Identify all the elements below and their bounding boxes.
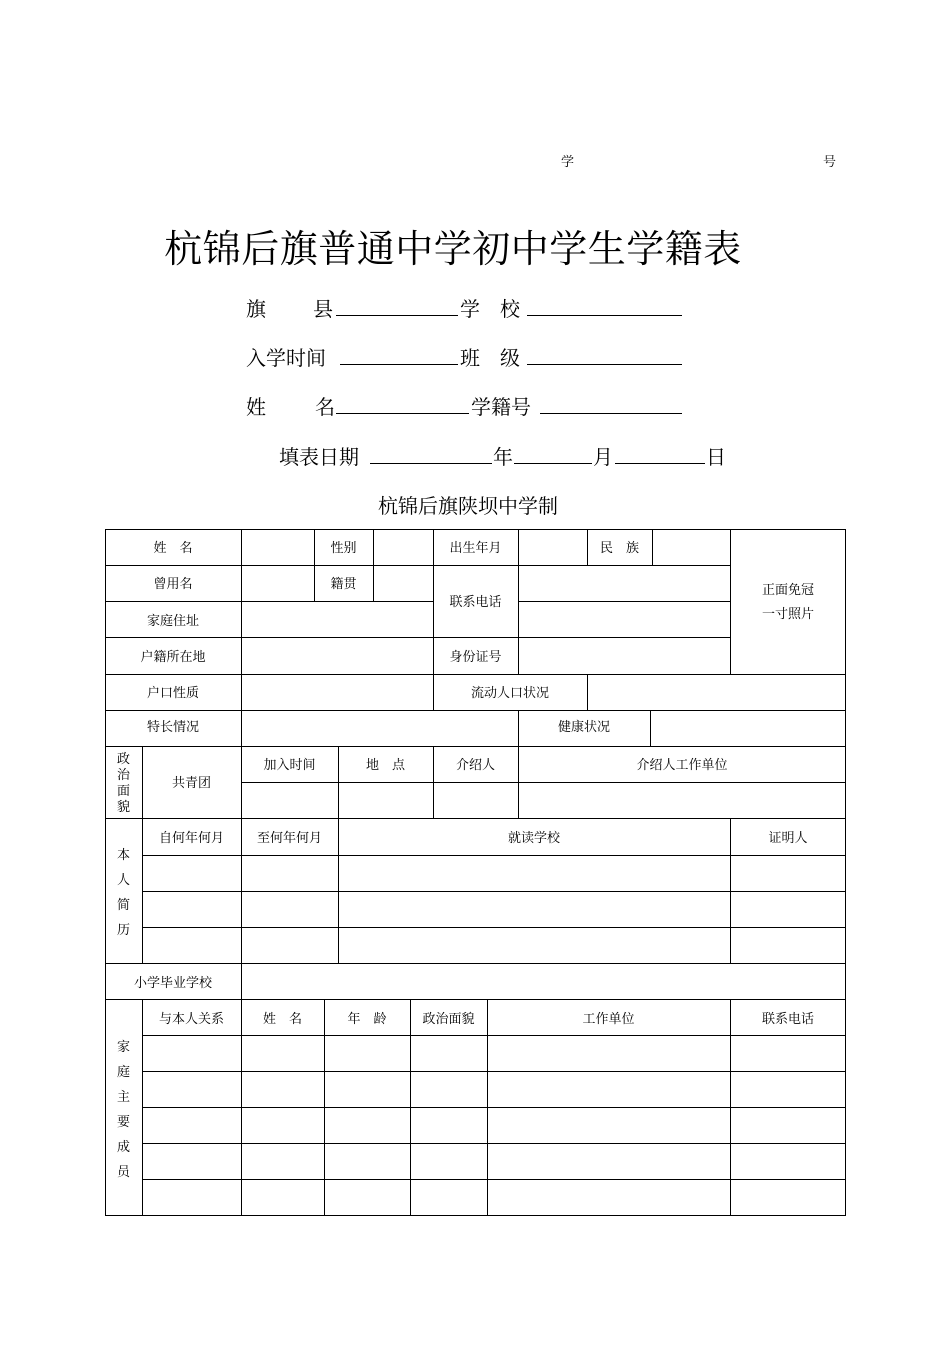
banner-label: 旗	[246, 297, 266, 321]
county-label: 县	[313, 297, 333, 321]
family-political-cell-label: 政治面貌	[422, 1012, 475, 1027]
witness-cell-label: 证明人	[768, 831, 808, 846]
page-title: 杭锦后旗普通中学初中学生学籍表	[164, 227, 742, 271]
name-label-b: 名	[315, 395, 335, 419]
address-cell-label: 家庭住址	[146, 614, 199, 629]
hukou-type-cell-label: 户口性质	[146, 686, 199, 701]
enroll-time-label: 入学时间	[246, 346, 326, 370]
resume-char-1: 本	[116, 848, 130, 863]
native-place-cell-label: 籍贯	[330, 577, 357, 592]
family-char-2: 庭	[116, 1065, 130, 1080]
fill-year-input[interactable]	[370, 463, 492, 464]
county-input[interactable]	[336, 315, 458, 316]
introducer-cell-label: 介绍人	[455, 758, 495, 773]
fill-date-label: 填表日期	[279, 445, 359, 469]
family-char-6: 员	[116, 1165, 130, 1180]
name-input[interactable]	[336, 413, 469, 414]
student-no-label-right: 号	[823, 155, 837, 170]
league-cell-label: 共青团	[171, 776, 211, 791]
student-no-label-left: 学	[561, 155, 575, 170]
table-grid	[105, 529, 847, 1217]
political-char-1: 政	[116, 752, 130, 767]
year-label: 年	[493, 445, 513, 469]
record-no-label: 学籍号	[471, 395, 531, 419]
family-char-4: 要	[116, 1115, 130, 1130]
political-char-4: 貌	[116, 800, 130, 815]
photo-placeholder-line1: 正面免冠	[761, 583, 814, 598]
political-char-2: 治	[116, 768, 130, 783]
school-attended-cell-label: 就读学校	[507, 831, 560, 846]
enroll-time-input[interactable]	[340, 364, 458, 365]
join-time-cell-label: 加入时间	[263, 758, 316, 773]
record-no-input[interactable]	[540, 413, 682, 414]
birth-cell-label: 出生年月	[449, 541, 502, 556]
fill-month-input[interactable]	[514, 463, 592, 464]
from-cell-label: 自何年何月	[158, 831, 224, 846]
gender-cell-label: 性别	[330, 541, 357, 556]
name-cell-label: 姓 名	[153, 541, 193, 556]
phone-cell-label: 联系电话	[449, 595, 502, 610]
talents-cell-label: 特长情况	[146, 720, 199, 735]
school-input[interactable]	[527, 315, 682, 316]
fill-day-input[interactable]	[615, 463, 705, 464]
political-char-3: 面	[116, 784, 130, 799]
family-char-3: 主	[116, 1090, 130, 1105]
name-label-a: 姓	[246, 395, 266, 419]
ethnicity-cell-label: 民 族	[599, 541, 639, 556]
former-name-cell-label: 曾用名	[153, 577, 193, 592]
floating-cell-label: 流动人口状况	[470, 686, 549, 701]
registration-table	[105, 529, 846, 1216]
resume-char-2: 人	[116, 873, 130, 888]
age-cell-label: 年 龄	[347, 1012, 387, 1027]
day-label: 日	[706, 445, 726, 469]
hukou-location-cell-label: 户籍所在地	[140, 650, 206, 665]
resume-char-4: 历	[116, 923, 130, 938]
photo-placeholder-line2: 一寸照片	[761, 607, 814, 622]
health-cell-label: 健康状况	[557, 720, 610, 735]
school-label: 学 校	[460, 297, 520, 321]
place-cell-label: 地 点	[365, 758, 405, 773]
resume-char-3: 简	[116, 898, 130, 913]
relation-cell-label: 与本人关系	[158, 1012, 224, 1027]
month-label: 月	[593, 445, 613, 469]
introducer-unit-cell-label: 介绍人工作单位	[636, 758, 728, 773]
family-name-cell-label: 姓 名	[262, 1012, 302, 1027]
family-char-1: 家	[116, 1040, 130, 1055]
primary-school-cell-label: 小学毕业学校	[133, 976, 212, 991]
class-label: 班 级	[460, 346, 520, 370]
family-phone-cell-label: 联系电话	[761, 1012, 814, 1027]
id-number-cell-label: 身份证号	[449, 650, 502, 665]
to-cell-label: 至何年何月	[256, 831, 322, 846]
family-char-5: 成	[116, 1140, 130, 1155]
form-subtitle: 杭锦后旗陕坝中学制	[378, 494, 558, 518]
work-unit-cell-label: 工作单位	[582, 1012, 635, 1027]
class-input[interactable]	[527, 364, 682, 365]
